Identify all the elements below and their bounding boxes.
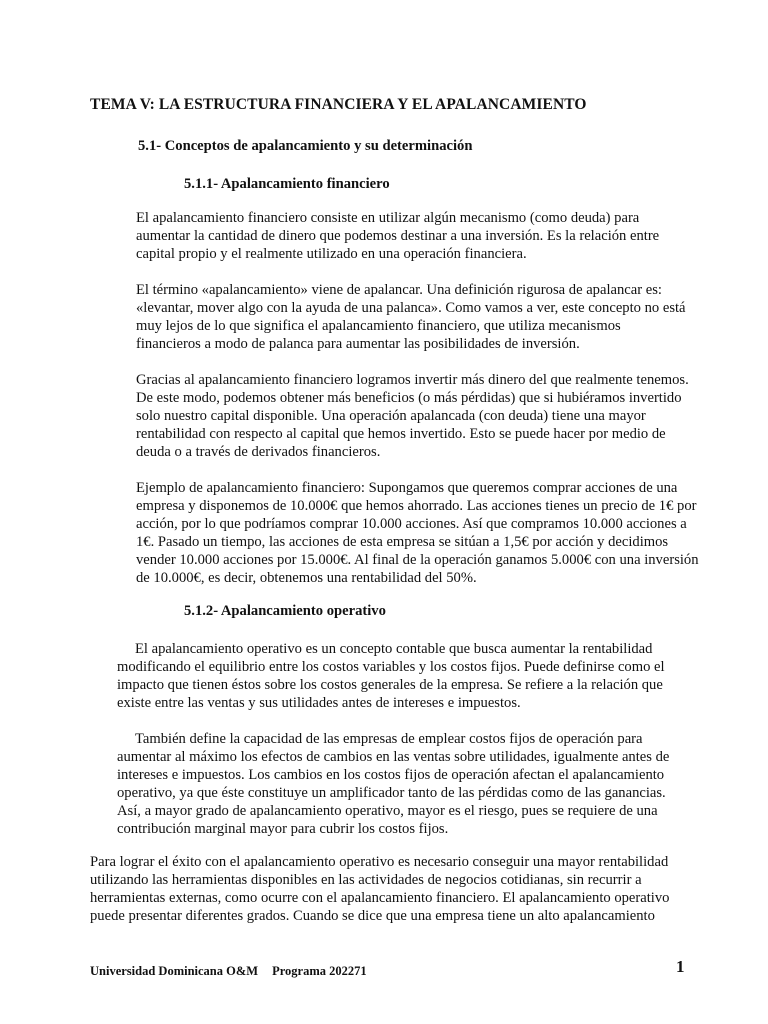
paragraph: También define la capacidad de las empresas de emplear costos fijos de operación para aumentar al máximo los efectos de cambios en las ventas sobre utilidades, igualmente antes de intereses e impuestos. Los cambios en los costos fijos de operación afectan el apalancamiento operativo, ya que éste constituye un amplificador tanto de las pérdidas como de las ganancias. Así, a mayor grado de apalancamiento operativo, mayor es el riesgo, pues se requiere de una contribución marginal mayor para cubrir los costos fijos.: [117, 731, 670, 837]
section-heading: 5.1- Conceptos de apalancamiento y su determinación: [138, 138, 473, 154]
subsection-heading-operativo: 5.1.2- Apalancamiento operativo: [184, 603, 386, 619]
paragraph: El término «apalancamiento» viene de apalancar. Una definición rigurosa de apalancar es: «levantar, mover algo con la ayuda de una palanca». Como vamos a ver, este concepto no está muy lejos de lo que significa el apalancamiento financiero, que utiliza mecanismos financieros a modo de palanca para aumentar las posibilidades de inversión.: [136, 282, 686, 352]
paragraph: El apalancamiento operativo es un concepto contable que busca aumentar la rentabilidad modificando el equilibrio entre los costos variables y los costos fijos. Puede definirse como el impacto que tienen éstos sobre los costos generales de la empresa. Se refiere a la relación que existe entre las ventas y sus utilidades antes de intereses e impuestos.: [117, 641, 665, 711]
footer-institution: Universidad Dominicana O&M: [90, 964, 259, 978]
paragraph: Ejemplo de apalancamiento financiero: Supongamos que queremos comprar acciones de una empresa y disponemos de 10.000€ que hemos ahorrado. Las acciones tienes un precio de 1€ por acción, por lo que podríamos comprar 10.000 acciones. Así que compramos 10.000 acciones a 1€. Pasado un tiempo, las acciones de esta empresa se sitúan a 1,5€ por acción y decidimos vender 10.000 acciones por 15.000€. Al final de la operación ganamos 5.000€ con una inversión de 10.000€, es decir, obtenemos una rentabilidad del 50%.: [136, 480, 699, 586]
document-title: TEMA V: LA ESTRUCTURA FINANCIERA Y EL APALANCAMIENTO: [90, 96, 587, 113]
subsection-heading-financiero: 5.1.1- Apalancamiento financiero: [184, 176, 390, 192]
paragraph: Para lograr el éxito con el apalancamiento operativo es necesario conseguir una mayor rentabilidad utilizando las herramientas disponibles en las actividades de negocios cotidianas, sin recurrir a herramientas externas, como ocurre con el apalancamiento financiero. El apalancamiento operativo puede presentar diferentes grados. Cuando se dice que una empresa tiene un alto apalancamiento: [90, 854, 670, 924]
footer-program: Programa 202271: [272, 964, 367, 978]
paragraph: El apalancamiento financiero consiste en utilizar algún mecanismo (como deuda) para aumentar la cantidad de dinero que podemos destinar a una inversión. Es la relación entre capital propio y el realmente utilizado en una operación financiera.: [136, 210, 660, 262]
paragraph: Gracias al apalancamiento financiero logramos invertir más dinero del que realmente tenemos. De este modo, podemos obtener más beneficios (o más pérdidas) que si hubiéramos invertido solo nuestro capital disponible. Una operación apalancada (con deuda) tiene una mayor rentabilidad con respecto al capital que hemos invertido. Esto se puede hacer por medio de deuda o a través de derivados financieros.: [136, 372, 689, 460]
page-footer: [90, 962, 367, 980]
page-number: 1: [676, 957, 685, 976]
